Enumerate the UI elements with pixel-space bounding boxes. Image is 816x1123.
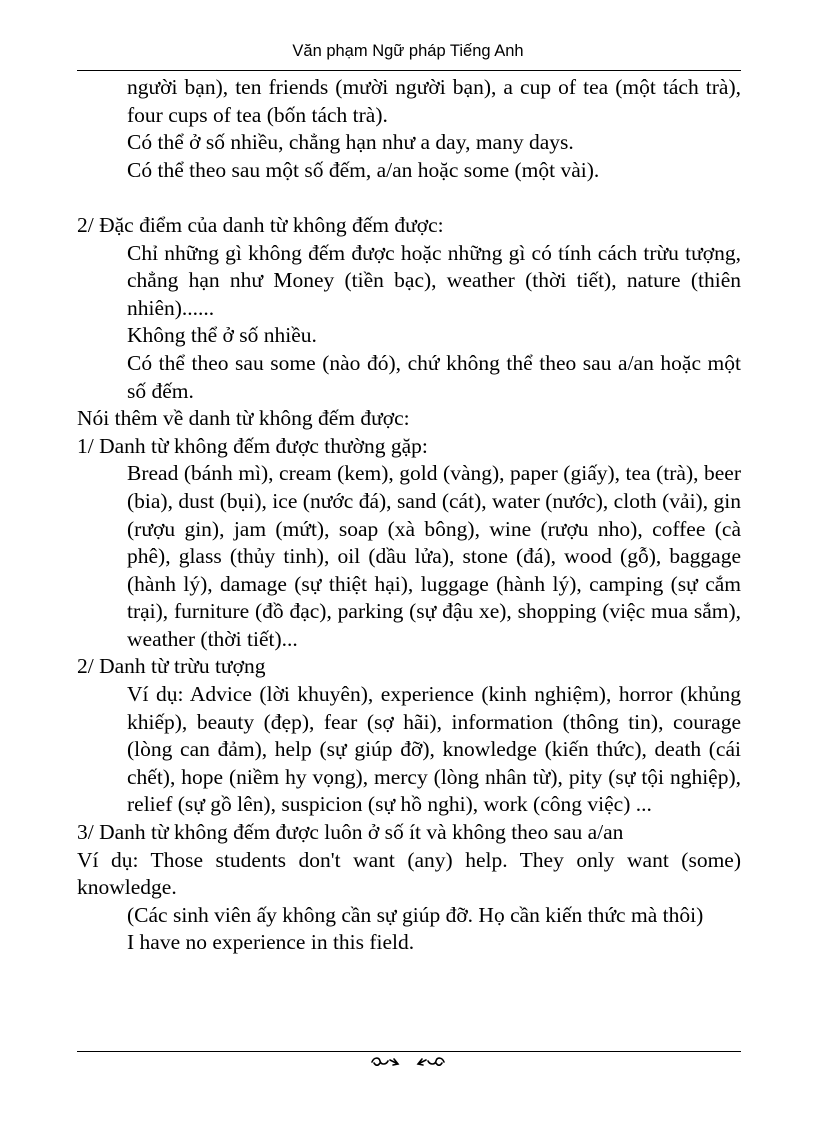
section1-heading: 1/ Danh từ không đếm được thường gặp: <box>77 433 428 458</box>
uncountable-point: Có thể theo sau some (nào đó), chứ không thể theo sau a/an hoặc một số đếm. <box>127 350 741 403</box>
countable-continuation: người bạn), ten friends (mười người bạn), a cup of tea (một tách trà), four cups of tea (bốn tách trà). <box>127 75 741 127</box>
more-heading: Nói thêm về danh từ không đếm được: <box>77 406 410 431</box>
uncountable-heading: 2/ Đặc điểm của danh từ không đếm được: <box>77 212 444 237</box>
header-rule <box>77 70 741 71</box>
section2-heading: 2/ Danh từ trừu tượng <box>77 654 266 679</box>
section2-text: Ví dụ: Advice (lời khuyên), experience (kinh nghiệm), horror (khủng khiếp), beauty (đẹp), fear (sợ hãi), information (thông tin), courage (lòng can đảm), help (sự giúp đỡ), knowledge (kiến thức), death (cái chết), hope (niềm hy vọng), mercy (lòng nhân từ), pity (sự tội nghiệp), relief (sự gồ lên), suspicion (sự hồ nghi), work (công việc) ... <box>127 682 741 817</box>
countable-determiner-note: Có thể theo sau một số đếm, a/an hoặc some (một vài). <box>127 157 600 182</box>
countable-plural-note: Có thể ở số nhiều, chẳng hạn như a day, many days. <box>127 130 574 155</box>
page-body <box>77 74 741 957</box>
last-example: I have no experience in this field. <box>127 930 415 955</box>
footer-rule <box>77 1051 741 1052</box>
fleuron-ornament-icon <box>0 1054 816 1070</box>
section1-text: Bread (bánh mì), cream (kem), gold (vàng), paper (giấy), tea (trà), beer (bia), dust (bụi), ice (nước đá), sand (cát), water (nước), cloth (vải), gin (rượu gin), jam (mứt), soap (xà bông), wine (rượu nho), coffee (cà phê), glass (thủy tinh), oil (dầu lửa), stone (đá), wood (gỗ), baggage (hành lý), damage (sự thiệt hại), luggage (hành lý), camping (sự cắm trại), furniture (đồ đạc), parking (sự đậu xe), shopping (việc mua sắm), weather (thời tiết)... <box>127 461 741 651</box>
page-header-title: Văn phạm Ngữ pháp Tiếng Anh <box>292 42 524 60</box>
uncountable-point: Chỉ những gì không đếm được hoặc những gì có tính cách trừu tượng, chẳng hạn như Money (tiền bạc), weather (thời tiết), nature (thiên nhiên)...... <box>127 240 741 320</box>
translation-text: (Các sinh viên ấy không cần sự giúp đỡ. Họ cần kiến thức mà thôi) <box>127 902 704 927</box>
uncountable-point: Không thể ở số nhiều. <box>127 323 317 348</box>
example-text: Ví dụ: Those students don't want (any) help. They only want (some) knowledge. <box>77 847 741 900</box>
paragraph-gap <box>77 184 741 212</box>
section3-heading: 3/ Danh từ không đếm được luôn ở số ít và không theo sau a/an <box>77 820 624 845</box>
